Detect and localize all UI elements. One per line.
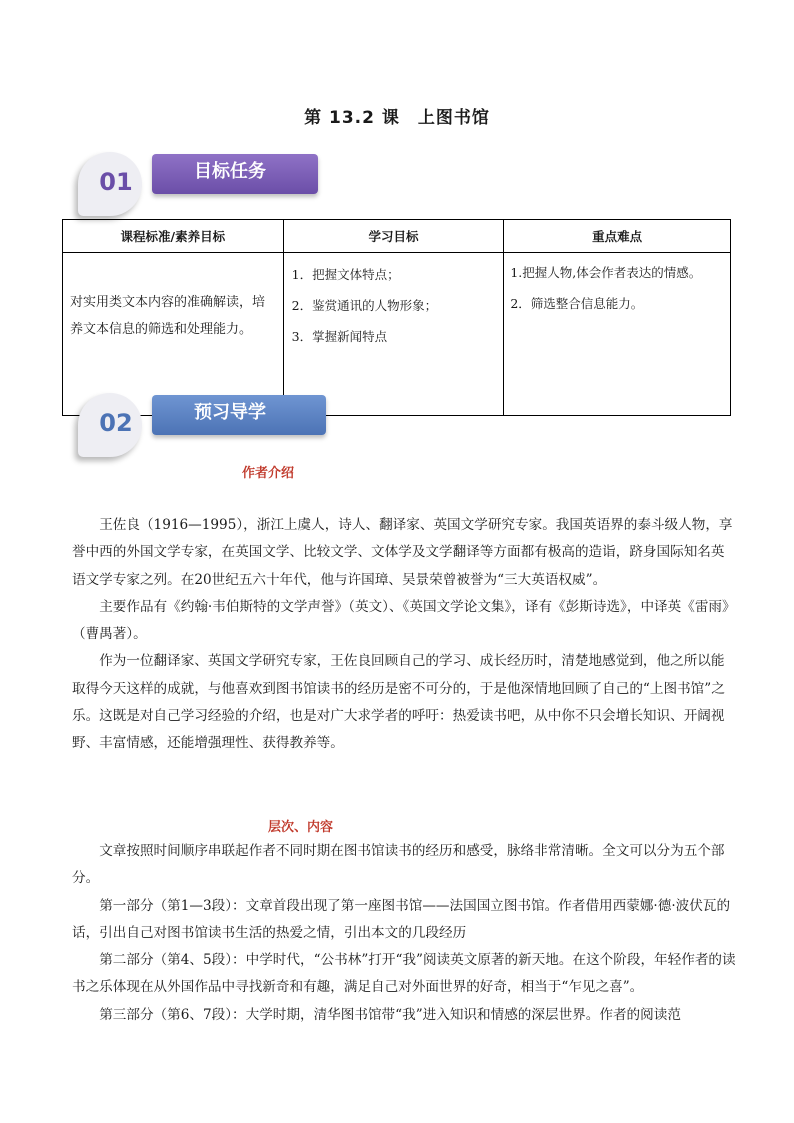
paragraph: 主要作品有《约翰·韦伯斯特的文学声誉》（英文）、《英国文学论文集》，译有《彭斯诗选》，中译英《雷雨》（曹禺著）。	[72, 598, 736, 643]
paragraph: 文章按照时间顺序串联起作者不同时期在图书馆读书的经历和感受，脉络非常清晰。全文可以分为五个部分。	[72, 843, 725, 887]
paragraph: 第三部分（第6、7段）：大学时期，清华图书馆带“我”进入知识和情感的深层世界。作者的阅读范	[99, 1006, 681, 1023]
table-row	[63, 253, 731, 416]
table-header-cell: 学习目标	[283, 220, 504, 253]
author-intro-body	[72, 512, 736, 758]
list-item: 3．掌握新闻特点	[291, 329, 388, 344]
list-item: 2．鉴赏通讯的人物形象；	[291, 298, 438, 313]
paragraph: 王佐良（1916—1995），浙江上虞人，诗人、翻译家、英国文学研究专家。我国英语界的泰斗级人物，享誉中西的外国文学专家，在英国文学、比较文学、文体学及文学翻译等方面都有极高的造诣，跻身国际知名英语文学专家之列。在20世纪五六十年代，他与许国璋、吴景荣曾被誉为“三大英语权威”。	[72, 517, 733, 588]
paragraph: 第一部分（第1—3段）：文章首段出现了第一座图书馆——法国国立图书馆。作者借用西蒙娜·德·波伏瓦的话，引出自己对图书馆读书生活的热爱之情，引出本文的几段经历	[72, 897, 731, 941]
list-item: 1.把握人物,体会作者表达的情感。	[510, 265, 702, 280]
list-item: 2．筛选整合信息能力。	[510, 296, 644, 311]
table-header-cell: 课程标准/素养目标	[63, 220, 284, 253]
section-label: 预习导学	[152, 395, 326, 435]
learning-goals-cell	[283, 253, 504, 416]
table-header-row	[63, 220, 731, 253]
section-label: 目标任务	[152, 154, 318, 194]
section-number: 02	[99, 409, 133, 437]
page-title: 第 13.2 课 上图书馆	[304, 108, 490, 128]
paragraph: 第二部分（第4、5段）：中学时代，“公书林”打开“我”阅读英文原著的新天地。在这个阶段，年轻作者的读书之乐体现在从外国作品中寻找新奇和有趣，满足自己对外面世界的好奇，相当于“乍见之喜”。	[72, 952, 736, 996]
section-header-preview	[78, 393, 338, 457]
list-item: 1．把握文体特点；	[291, 267, 400, 282]
table-header-cell: 重点难点	[504, 220, 731, 253]
structure-body	[72, 838, 736, 1029]
goals-table	[62, 219, 731, 416]
paragraph: 作为一位翻译家、英国文学研究专家，王佐良回顾自己的学习、成长经历时，清楚地感觉到，他之所以能取得今天这样的成就，与他喜欢到图书馆读书的经历是密不可分的，于是他深情地回顾了自己的“上图书馆”之乐。这既是对自己学习经验的介绍，也是对广大求学者的呼吁：热爱读书吧，从中你不只会增长知识、开阔视野、丰富情感，还能增强理性、获得教养等。	[72, 653, 725, 752]
section-number: 01	[99, 168, 133, 196]
standard-cell: 对实用类文本内容的准确解读，培养文本信息的筛选和处理能力。	[63, 253, 284, 416]
author-intro-heading: 作者介绍	[242, 466, 295, 481]
key-points-cell	[504, 253, 731, 416]
structure-heading: 层次、内容	[268, 820, 334, 835]
section-header-goals	[78, 152, 338, 216]
